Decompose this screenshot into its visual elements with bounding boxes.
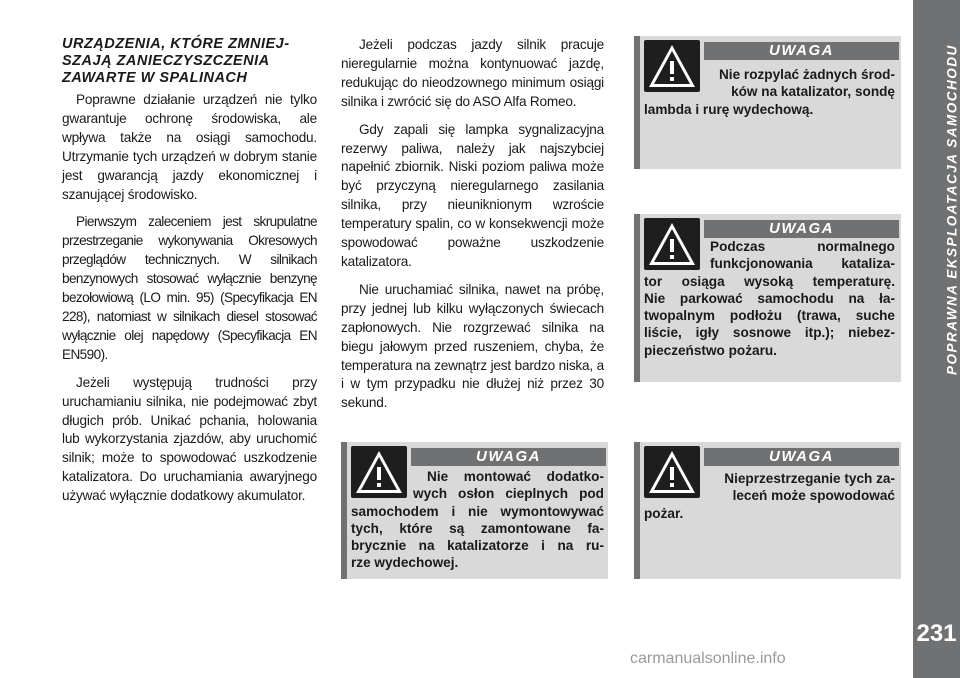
heading-line: URZĄDZENIA, KTÓRE ZMNIEJ- — [62, 36, 290, 52]
warning-title: UWAGA — [411, 448, 606, 466]
warning-edge — [634, 214, 640, 382]
warning-line: ków na katalizator, sondę — [731, 84, 895, 100]
warning-box — [634, 36, 901, 169]
warning-line: leceń może spowodować — [732, 488, 895, 504]
warning-text — [644, 238, 895, 359]
warning-line: rze wydechowej. — [351, 555, 459, 571]
warning-line: funkcjonowania kataliza- — [710, 256, 895, 272]
warning-text — [644, 470, 895, 522]
warning-line: Nieprzestrzeganie tych za- — [724, 471, 895, 486]
page-number: 231 — [916, 620, 957, 647]
paragraph: Gdy zapali się lampka sygnalizacyjna rezerwy paliwa, należy jak najszybciej napełnić zbiornik. Niski poziom paliwa może być przyczyną nieregularnego zasilania silnika, przy nieuniknionym wzroście temperatury spalin, co w konsekwencji może spowodować poważne uszkodzenie katalizatora. — [341, 121, 604, 269]
warning-text — [644, 66, 895, 118]
warning-line: pieczeństwo pożaru. — [644, 342, 777, 358]
paragraph: Nie uruchamiać silnika, nawet na próbę, przy jednej lub kilku wyłączonych świecach zapłonowych. Nie rozgrzewać silnika na biegu jałowym przed ruszeniem, chyba, że temperatura na zewnątrz jest bardzo niska, a i w tym przypadku nie dłużej niż przez 30 sekund. — [341, 281, 604, 411]
heading-line: ZAWARTE W SPALINACH — [62, 70, 248, 86]
warning-line: tor osiąga wysoką temperaturę. — [644, 273, 895, 289]
warning-edge — [341, 442, 347, 579]
warning-edge — [634, 442, 640, 579]
paragraph: Jeżeli podczas jazdy silnik pracuje nieregularnie można kontynuować jazdę, redukując do nieodzownego minimum osiągi silnika i zwrócić się do ASO Alfa Romeo. — [341, 37, 604, 109]
warning-box — [634, 442, 901, 579]
section-heading — [62, 36, 317, 87]
section-side-tab — [913, 0, 960, 678]
warning-title: UWAGA — [704, 42, 899, 60]
warning-line: tych, które są zamontowane fa- — [351, 520, 604, 536]
warning-line: brycznie na katalizatorze i na ru- — [351, 538, 604, 554]
warning-line: lambda i rurę wydechową. — [644, 101, 814, 117]
paragraph: Jeżeli występują trudności przy uruchamianiu silnika, nie podejmować zbyt długich prób. Unikać pchania, holowania lub wykorzystania zjazdów, aby uruchomić silnik; może to spowodować uszkodzenie katalizatora. Do uruchamiania awaryjnego używać wyłącznie dodatkowy akumulator. — [62, 374, 317, 504]
warning-title: UWAGA — [704, 448, 899, 466]
warning-line: samochodem i nie wymontowywać — [351, 503, 604, 519]
warning-text — [351, 468, 604, 572]
warning-title: UWAGA — [704, 220, 899, 238]
paragraph: Pierwszym zaleceniem jest skrupulatne przestrzeganie wykonywania Okresowych przeglądów technicznych. W silnikach benzynowych stosować wyłącznie benzynę bezołowiową (LO min. 95) (Specyfikacja EN 228), natomiast w silnikach diesel stosować wyłącznie olej napędowy (Specyfikacja EN EN590). — [62, 214, 317, 362]
warning-edge — [634, 36, 640, 169]
warning-line: Podczas normalnego — [710, 239, 895, 254]
warning-box — [634, 214, 901, 382]
warning-box — [341, 442, 608, 579]
paragraph: Poprawne działanie urządzeń nie tylko gwarantuje ochronę środowiska, ale wpływa także na osiągi samochodu. Utrzymanie tych urządzeń w dobrym stanie jest gwarancją jazdy ekonomicznej i szanującej środowisko. — [62, 92, 317, 202]
warning-line: Nie parkować samochodu na ła- — [644, 290, 895, 306]
warning-line: wych osłon cieplnych pod — [413, 486, 604, 502]
warning-line: Nie montować dodatko- — [427, 469, 604, 484]
warning-line: pożar. — [644, 505, 684, 521]
left-column — [62, 36, 317, 515]
watermark: carmanualsonline.info — [630, 650, 786, 667]
section-title: POPRAWNA EKSPLOATACJA SAMOCHODU — [944, 44, 959, 376]
warning-line: twopalnym podłożu (trawa, suche — [644, 308, 895, 324]
heading-line: SZAJĄ ZANIECZYSZCZENIA — [62, 53, 270, 69]
warning-line: liście, igły sosnowe itp.); niebez- — [644, 325, 895, 341]
warning-line: Nie rozpylać żadnych środ- — [718, 67, 895, 82]
middle-column — [341, 36, 604, 422]
